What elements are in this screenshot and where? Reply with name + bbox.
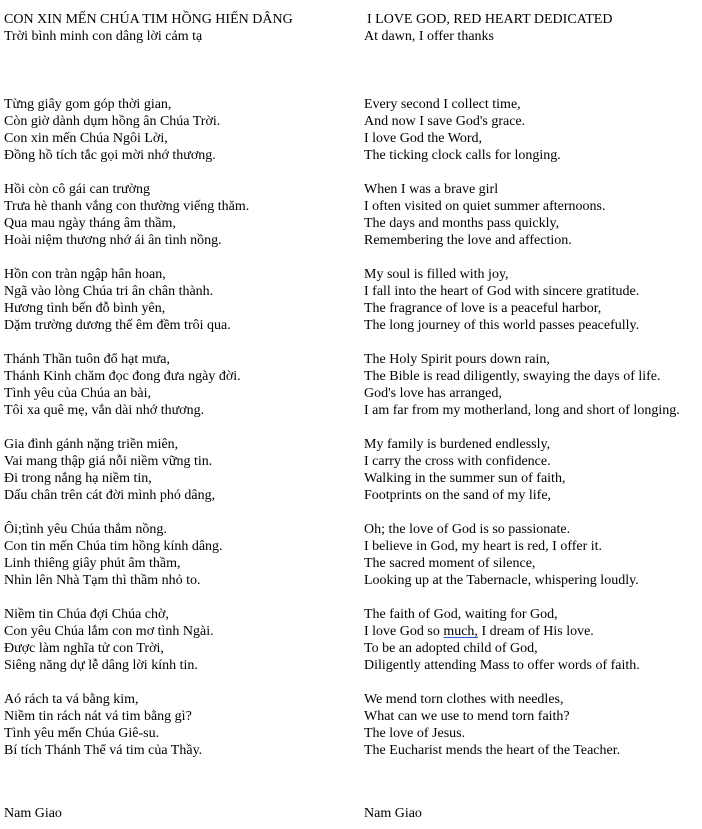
vietnamese-poem-line: Dặm trường dương thế êm đềm trôi qua.: [4, 318, 231, 333]
english-poem-line: My family is burdened endlessly,: [364, 437, 551, 452]
vietnamese-poem-line: Qua mau ngày tháng âm thầm,: [4, 216, 176, 231]
vietnamese-stanza: [4, 181, 356, 249]
vietnamese-poem-line: Còn giờ dành dụm hồng ân Chúa Trời.: [4, 114, 221, 129]
english-poem-line: Looking up at the Tabernacle, whispering loudly.: [364, 573, 639, 588]
vietnamese-poem-line: Vai mang thập giá nỗi niềm vững tin.: [4, 454, 213, 469]
vietnamese-poem-line: Được làm nghĩa tử con Trời,: [4, 641, 164, 656]
vietnamese-poem-line: Siêng năng dự lễ dâng lời kính tin.: [4, 658, 198, 673]
english-poem-line: I believe in God, my heart is red, I offer it.: [364, 539, 603, 554]
vietnamese-stanza: [4, 96, 356, 164]
english-poem-line: I love God the Word,: [364, 131, 482, 146]
vietnamese-poem-line: Hồi còn cô gái can trường: [4, 182, 151, 197]
english-poem-line: We mend torn clothes with needles,: [364, 692, 564, 707]
english-poem-line: I often visited on quiet summer afternoons.: [364, 199, 606, 214]
vietnamese-poem-line: Thánh Kinh chăm đọc đong đưa ngày đời.: [4, 369, 241, 384]
english-poem-line: The long journey of this world passes peacefully.: [364, 318, 640, 333]
vietnamese-stanza: [4, 691, 356, 759]
vietnamese-poem-line: Linh thiêng giây phút âm thầm,: [4, 556, 181, 571]
english-poem-line: What can we use to mend torn faith?: [364, 709, 570, 724]
vietnamese-poem-line: Bí tích Thánh Thể vá tim của Thầy.: [4, 743, 203, 758]
english-poem-line: Walking in the summer sun of faith,: [364, 471, 566, 486]
english-poem-line: I fall into the heart of God with sincere gratitude.: [364, 284, 640, 299]
vietnamese-poem-line: Niềm tin Chúa đợi Chúa chờ,: [4, 607, 169, 622]
vietnamese-column: [4, 11, 356, 759]
english-title: I LOVE GOD, RED HEART DEDICATED: [367, 12, 613, 27]
vietnamese-author: Nam Giao: [4, 806, 62, 821]
english-author: Nam Giao: [364, 806, 422, 821]
vietnamese-poem-line: Từng giây gom góp thời gian,: [4, 97, 172, 112]
english-stanza: [364, 436, 698, 504]
english-stanza: [364, 521, 698, 589]
english-stanzas: [364, 96, 698, 759]
vietnamese-poem-line: Hoài niệm thương nhớ ái ân tình nồng.: [4, 233, 222, 248]
english-poem-line: My soul is filled with joy,: [364, 267, 509, 282]
vietnamese-poem-line: Đi trong nắng hạ niềm tin,: [4, 471, 152, 486]
english-poem-line: When I was a brave girl: [364, 182, 499, 197]
english-stanza: [364, 96, 698, 164]
vietnamese-poem-line: Tình yêu mến Chúa Giê-su.: [4, 726, 160, 741]
vietnamese-poem-line: Hồn con tràn ngập hân hoan,: [4, 267, 166, 282]
english-poem-line: I carry the cross with confidence.: [364, 454, 551, 469]
english-poem-line: The faith of God, waiting for God,: [364, 607, 558, 622]
vietnamese-poem-line: Con yêu Chúa lắm con mơ tình Ngài.: [4, 624, 214, 639]
vietnamese-poem-line: Ôi;tình yêu Chúa thắm nồng.: [4, 522, 167, 537]
english-stanza: [364, 606, 698, 674]
vietnamese-title: CON XIN MẾN CHÚA TIM HỒNG HIẾN DÂNG: [4, 12, 293, 27]
english-poem-line: Oh; the love of God is so passionate.: [364, 522, 571, 537]
english-poem-line: And now I save God's grace.: [364, 114, 526, 129]
english-subtitle: At dawn, I offer thanks: [364, 29, 494, 44]
vietnamese-stanza: [4, 436, 356, 504]
vietnamese-poem-line: Ngã vào lòng Chúa tri ân chân thành.: [4, 284, 214, 299]
vietnamese-subtitle: Trời bình minh con dâng lời cảm tạ: [4, 29, 203, 44]
english-poem-line: The sacred moment of silence,: [364, 556, 536, 571]
vietnamese-poem-line: Aó rách ta vá bằng kim,: [4, 692, 139, 707]
english-poem-line: The love of Jesus.: [364, 726, 466, 741]
vietnamese-poem-line: Trưa hè thanh vắng con thường viếng thăm.: [4, 199, 250, 214]
vietnamese-stanza: [4, 351, 356, 419]
vietnamese-stanza: [4, 606, 356, 674]
english-poem-line: The days and months pass quickly,: [364, 216, 560, 231]
vietnamese-poem-line: Con tin mến Chúa tim hồng kính dâng.: [4, 539, 223, 554]
vietnamese-poem-line: Tình yêu của Chúa an bài,: [4, 386, 151, 401]
vietnamese-poem-line: Dấu chân trên cát đời mình phó dâng,: [4, 488, 216, 503]
vietnamese-stanza: [4, 266, 356, 334]
vietnamese-poem-line: Tôi xa quê mẹ, vắn dài nhớ thương.: [4, 403, 205, 418]
vietnamese-stanzas: [4, 96, 356, 759]
english-poem-line: I am far from my motherland, long and short of longing.: [364, 403, 680, 418]
vietnamese-poem-line: Con xin mến Chúa Ngôi Lời,: [4, 131, 168, 146]
vietnamese-poem-line: Gia đình gánh nặng triền miên,: [4, 437, 179, 452]
english-poem-line: To be an adopted child of God,: [364, 641, 538, 656]
english-poem-line: Footprints on the sand of my life,: [364, 488, 552, 503]
english-poem-line: Every second I collect time,: [364, 97, 521, 112]
english-poem-line: The fragrance of love is a peaceful harbor,: [364, 301, 602, 316]
vietnamese-poem-line: Hương tình bến đỗ bình yên,: [4, 301, 166, 316]
english-stanza: [364, 181, 698, 249]
english-poem-line: Remembering the love and affection.: [364, 233, 572, 248]
english-stanza: [364, 351, 698, 419]
vietnamese-poem-line: Thánh Thần tuôn đổ hạt mưa,: [4, 352, 170, 367]
english-poem-line: The Bible is read diligently, swaying the days of life.: [364, 369, 661, 384]
english-poem-line: Diligently attending Mass to offer words of faith.: [364, 658, 640, 673]
english-column: [364, 11, 698, 759]
vietnamese-poem-line: Đồng hồ tích tắc gọi mời nhớ thương.: [4, 148, 216, 163]
vietnamese-poem-line: Nhìn lên Nhà Tạm thì thầm nhỏ to.: [4, 573, 201, 588]
english-poem-line: The Holy Spirit pours down rain,: [364, 352, 550, 367]
english-poem-line: The Eucharist mends the heart of the Teacher.: [364, 743, 621, 758]
english-poem-line: The ticking clock calls for longing.: [364, 148, 561, 163]
vietnamese-poem-line: Niềm tin rách nát vá tim bằng gì?: [4, 709, 192, 724]
spellcheck-underline: much,: [443, 624, 478, 639]
vietnamese-stanza: [4, 521, 356, 589]
english-stanza: [364, 691, 698, 759]
english-poem-line: I love God so much, I dream of His love.: [364, 624, 594, 639]
english-stanza: [364, 266, 698, 334]
english-poem-line: God's love has arranged,: [364, 386, 502, 401]
